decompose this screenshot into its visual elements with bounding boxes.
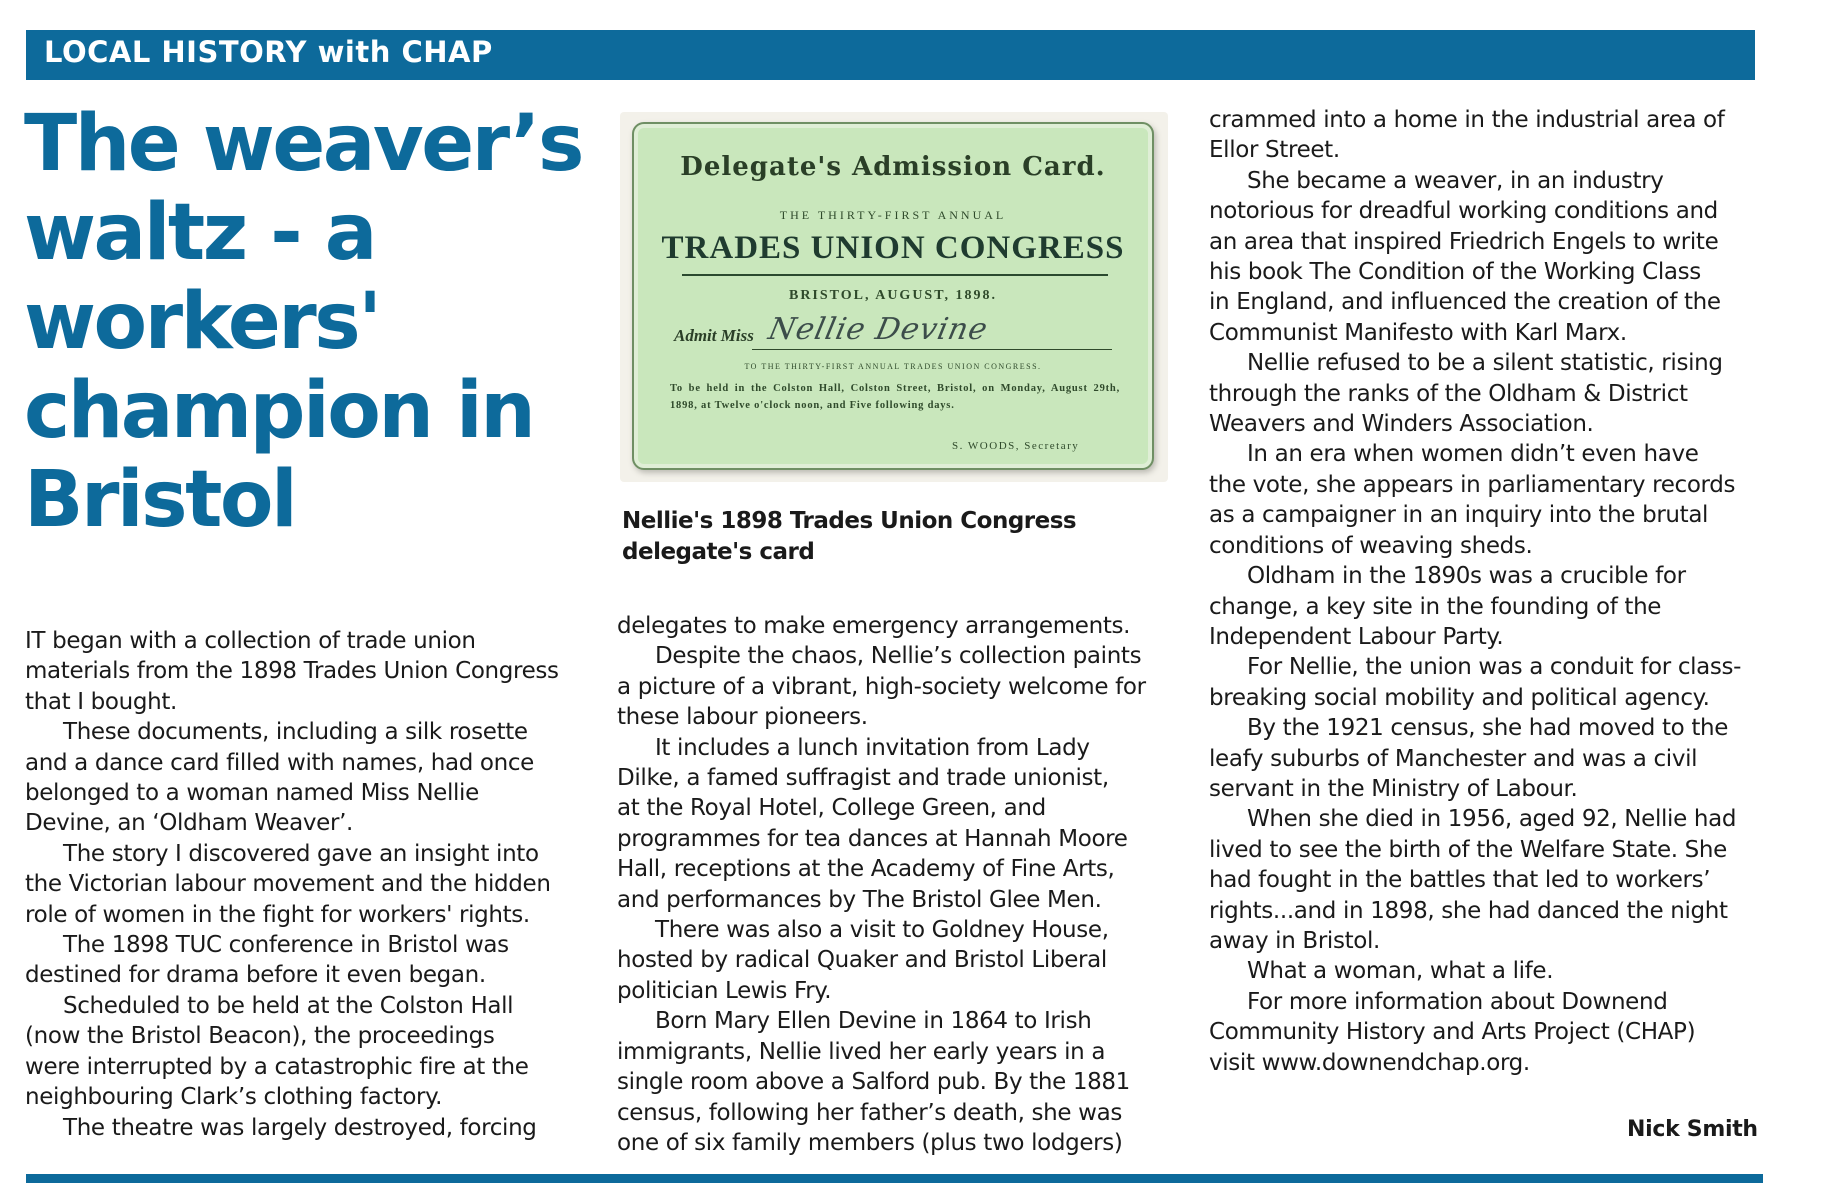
- body-paragraph: For more information about Downend Community History and Arts Project (CHAP) visit www.downendchap.org.: [1209, 988, 1696, 1076]
- headline-line: champion in: [24, 366, 534, 456]
- body-paragraph: crammed into a home in the industrial area of Ellor Street.: [1209, 107, 1725, 164]
- body-paragraph: The story I discovered gave an insight into the Victorian labour movement and the hidden role of women in the fight for workers' rights.: [25, 840, 551, 928]
- section-banner-label: LOCAL HISTORY with CHAP: [44, 35, 493, 69]
- body-paragraph: She became a weaver, in an industry notorious for dreadful working conditions and an area that inspired Friedrich Engels to write his book The Condition of the Working Class in England, and influenced the creation of the Communist Manifesto with Karl Marx.: [1209, 167, 1721, 346]
- headline-line: Bristol: [24, 455, 296, 545]
- body-paragraph: Nellie refused to be a silent statistic, rising through the ranks of the Oldham & District Weavers and Winders Association.: [1209, 350, 1723, 438]
- body-paragraph: In an era when women didn’t even have the vote, she appears in parliamentary records as a campaigner in an inquiry into the brutal conditions of weaving sheds.: [1209, 441, 1736, 559]
- photo-caption: [622, 506, 1182, 568]
- body-paragraph: The theatre was largely destroyed, forcing: [63, 1114, 537, 1141]
- caption-line: Nellie's 1898 Trades Union Congress: [622, 508, 1077, 534]
- article-column-1: [25, 626, 605, 1143]
- article-column-2: [617, 611, 1197, 1158]
- body-paragraph: Scheduled to be held at the Colston Hall (now the Bristol Beacon), the proceedings were interrupted by a catastrophic fire at the neighbouring Clark’s clothing factory.: [25, 992, 529, 1111]
- article-headline: [24, 100, 594, 545]
- card-heading: TRADES UNION CONGRESS: [661, 230, 1125, 266]
- body-paragraph: These documents, including a silk rosette and a dance card filled with names, had once belonged to a woman named Miss Nellie Devine, an ‘Oldham Weaver’.: [25, 719, 534, 837]
- headline-line: waltz - a: [24, 188, 375, 278]
- body-paragraph: The 1898 TUC conference in Bristol was destined for drama before it even began.: [25, 932, 509, 989]
- caption-line: delegate's card: [622, 539, 815, 565]
- headline-line: workers': [24, 277, 380, 367]
- body-paragraph: It includes a lunch invitation from Lady Dilke, a famed suffragist and trade unionist, at the Royal Hotel, College Green, and programmes for tea dances at Hannah Moore Hall, receptions at the Academy of Fine Arts, and performances by The Bristol Glee Men.: [617, 734, 1128, 913]
- author-byline: Nick Smith: [1627, 1117, 1758, 1142]
- body-paragraph: By the 1921 census, she had moved to the leafy suburbs of Manchester and was a civil servant in the Ministry of Labour.: [1209, 715, 1729, 802]
- card-signature-line: [752, 349, 1112, 350]
- card-subtitle: THE THIRTY-FIRST ANNUAL: [779, 208, 1007, 222]
- body-paragraph: When she died in 1956, aged 92, Nellie had lived to see the birth of the Welfare State. She had fought in the battles that led to workers’ rights...and in 1898, she had danced the night away in Bristol.: [1209, 806, 1737, 954]
- card-title: Delegate's Admission Card.: [680, 152, 1106, 182]
- bottom-divider: [26, 1174, 1763, 1183]
- body-paragraph: delegates to make emergency arrangements.: [617, 613, 1131, 639]
- card-admit-label: Admit Miss: [674, 326, 754, 345]
- card-secretary: S. WOODS, Secretary: [952, 440, 1080, 452]
- card-flourish-divider: [682, 274, 1108, 276]
- card-handwritten-name: Nellie Devine: [765, 312, 992, 347]
- card-small-line: TO THE THIRTY-FIRST ANNUAL TRADES UNION CONGRESS.: [744, 362, 1042, 371]
- body-paragraph: For Nellie, the union was a conduit for class- breaking social mobility and political agency.: [1209, 654, 1742, 711]
- section-banner: [26, 30, 1755, 80]
- delegate-admission-card-image: [632, 122, 1154, 470]
- body-paragraph: What a woman, what a life.: [1247, 958, 1554, 985]
- headline-line: The weaver’s: [24, 99, 582, 189]
- body-paragraph: Despite the chaos, Nellie’s collection paints a picture of a vibrant, high-society welcome for these labour pioneers.: [617, 643, 1146, 731]
- body-paragraph: There was also a visit to Goldney House, hosted by radical Quaker and Bristol Liberal politician Lewis Fry.: [617, 917, 1109, 1004]
- body-paragraph: Born Mary Ellen Devine in 1864 to Irish immigrants, Nellie lived her early years in a single room above a Salford pub. By the 1881 census, following her father’s death, she was one of six family members (plus two lodgers): [617, 1008, 1130, 1156]
- card-place-date: BRISTOL, AUGUST, 1898.: [788, 288, 998, 303]
- body-paragraph: IT began with a collection of trade union materials from the 1898 Trades Union Congress that I bought.: [25, 628, 559, 715]
- body-paragraph: Oldham in the 1890s was a crucible for change, a key site in the founding of the Independent Labour Party.: [1209, 563, 1686, 650]
- article-column-3: [1209, 105, 1789, 1078]
- card-details: To be held in the Colston Hall, Colston Street, Bristol, on Monday, August 29th, 1898, at Twelve o'clock noon, and Five following days.: [670, 383, 1120, 411]
